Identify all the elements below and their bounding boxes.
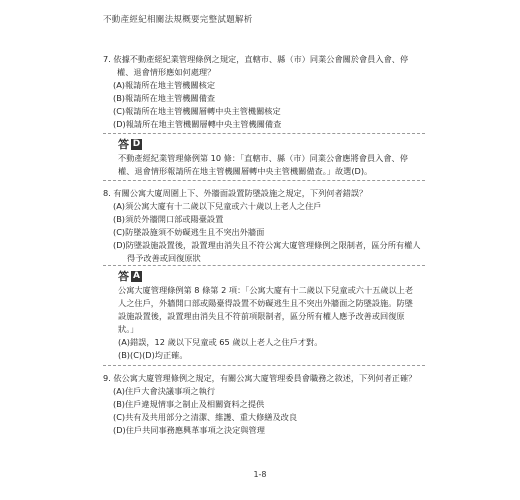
question-8-stem: 8. 有關公寓大廈周圍上下、外牆面設置防墜設施之規定，下列何者錯誤？ [103,188,368,198]
question-7-option-a: (A)報請所在地主管機關核定 [113,80,216,90]
question-8 [103,187,423,265]
question-7 [103,53,423,131]
answer-letter-badge: D [132,139,141,149]
answer-label: 答 [118,270,129,283]
question-8-option-a: (A)須公寓大廈有十二歲以下兒童或六十歲以上老人之住戶 [113,201,322,211]
question-7-option-b: (B)報請所在地主管機關備查 [113,93,216,103]
question-8-option-d: (D)防墜設施設置後，設置理由消失且不符公寓大廈管理條例之限制者，區分所有權人得予改善或回復原狀 [113,240,421,263]
divider [103,265,425,266]
answer-7 [118,138,418,178]
question-9-stem: 9. 依公寓大廈管理條例之規定，有關公寓大廈管理委員會職務之敘述，下列何者正確？ [103,373,417,383]
question-7-option-c: (C)報請所在地主管機關層轉中央主管機關核定 [113,106,281,116]
answer-8-explanation-a: (A)錯誤，12 歲以下兒童或 65 歲以上老人之住戶才對。 [118,337,323,347]
answer-label: 答 [118,138,129,151]
question-9-option-c: (C)共有及共用部分之清潔、維護、重大修繕及改良 [113,412,298,422]
question-7-stem: 7. 依據不動產經紀業管理條例之規定，直轄市、縣（市）同業公會關於會員入會、停權、退會情形應如何處理？ [103,54,409,77]
answer-8-explanation-quote: 公寓大廈管理條例第 8 條第 2 項：「公寓大廈有十二歲以下兒童或六十五歲以上老人之住戶，外牆開口部或陽臺得設置不妨礙逃生且不突出外牆面之防墜設施。防墜設施設置後，設置理由消失且不符前項限制者，區分所有權人應予改善或回復原狀。」 [118,285,414,334]
question-9-option-b: (B)住戶違規情事之制止及相關資料之提供 [113,399,265,409]
question-7-option-d: (D)報請所在地主管機關層轉中央主管機關備查 [113,119,282,129]
answer-8 [118,270,418,362]
divider [103,180,425,181]
divider [103,365,425,366]
page-header-title: 不動產經紀相關法規概要完整試題解析 [103,15,253,25]
answer-7-explanation: 不動產經紀業管理條例第 10 條：「直轄市、縣（市）同業公會應將會員入會、停權、退會情形報請所在地主管機關層轉中央主管機關備查。」故選(D)。 [118,153,408,176]
answer-8-explanation-bcd: (B)(C)(D)均正確。 [118,350,188,360]
answer-letter-badge: A [131,271,142,282]
divider [103,133,425,134]
question-8-option-c: (C)防墜設施須不妨礙逃生且不突出外牆面 [113,227,265,237]
question-9-option-a: (A)住戶大會決議事項之執行 [113,386,216,396]
question-9-option-d: (D)住戶共同事務應興革事項之決定與管理 [113,425,265,435]
question-8-option-b: (B)須於外牆開口部或陽臺設置 [113,214,224,224]
question-9 [103,372,423,437]
page-number: 1-8 [253,470,267,479]
